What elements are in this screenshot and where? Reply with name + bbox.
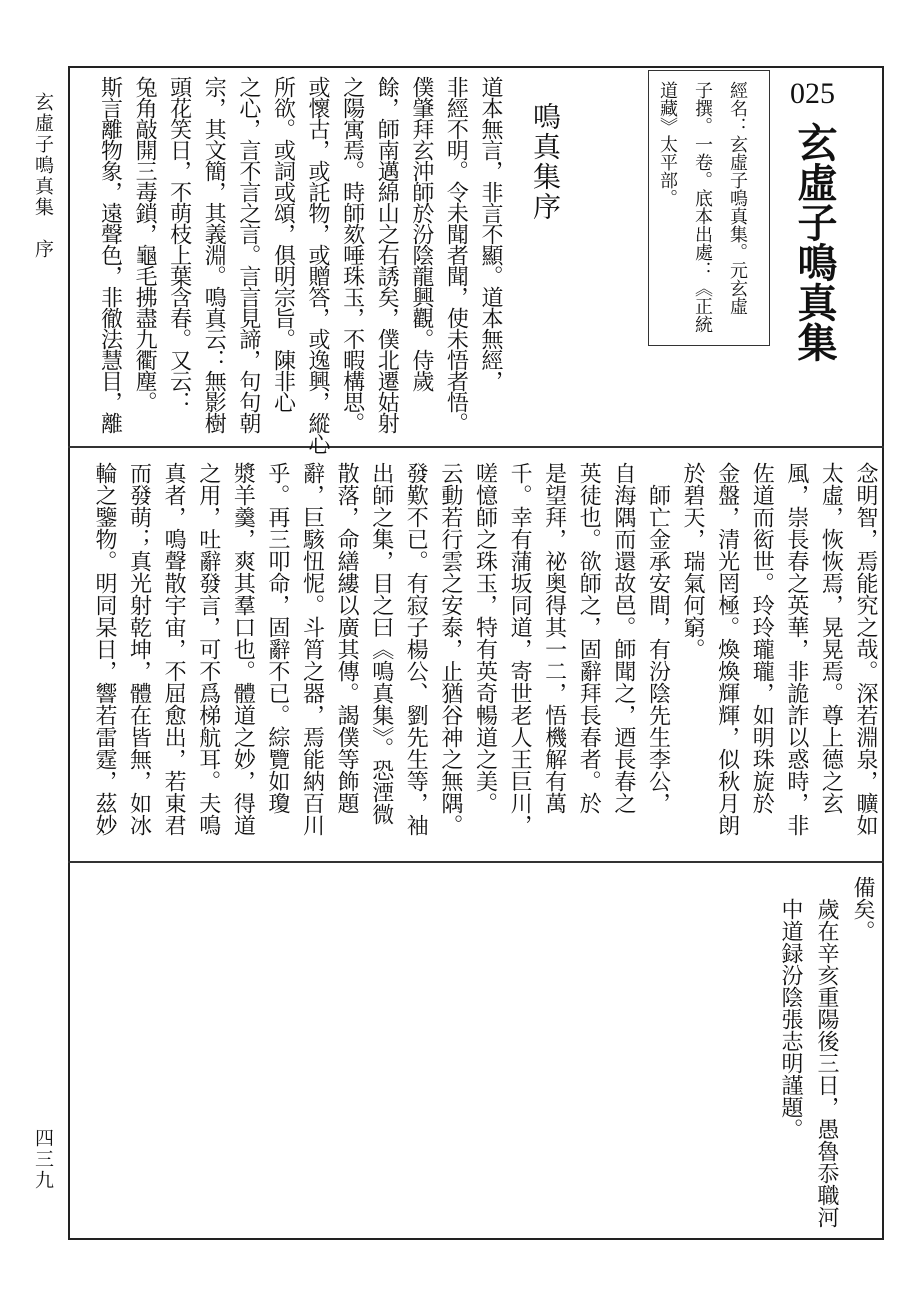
preface-signature: [772, 876, 880, 1228]
text-column: 而發萌；真光射乾坤，體在皆無，如冰: [126, 462, 152, 836]
catalog-line: 道藏》太平部。: [657, 81, 678, 207]
text-column: 自海隅而還故邑。師聞之，迺長春之: [610, 462, 636, 814]
text-column: 風，崇長春之英華，非詭詐以惑時，非: [783, 462, 809, 836]
text-column: 或懷古，或託物，或贈答，或逸興，縱心: [305, 76, 331, 454]
text-number: 025: [790, 77, 835, 110]
text-column: 出師之集，目之曰《鳴真集》。恐湮微: [368, 462, 394, 825]
text-column: 餘，師南邁綿山之右誘矣，僕北遷姑射: [374, 76, 400, 433]
text-column: 云動若行雲之安泰，止猶谷神之無隅。: [437, 462, 463, 836]
preface-top-text: [92, 76, 507, 454]
text-column: 於碧天，瑞氣何窮。: [680, 462, 706, 660]
text-column: 佐道而衒世。玲玲瓏瓏，如明珠旋於: [749, 462, 775, 814]
running-title: 玄虛子鳴真集 序: [32, 92, 54, 260]
text-column: 道本無言，非言不顯。道本無經，: [478, 76, 503, 391]
preface-title: 鳴真集序: [529, 102, 562, 222]
signature-column: 歲在辛亥重陽後三日，愚魯忝職河: [814, 876, 839, 1228]
text-column: 宗，其文簡，其義淵。鳴真云：無影樹: [201, 76, 227, 433]
catalog-lines: [650, 81, 755, 333]
text-column: 辭，巨駭忸怩。斗筲之器，焉能納百川: [299, 462, 325, 836]
signature-column: 中道録汾陰張志明謹題。: [778, 876, 803, 1140]
text-column: 頭花笑日，不萌枝上葉含春。又云：: [166, 76, 192, 412]
text-column: 念明智，焉能究之哉。深若淵泉，曠如: [853, 462, 878, 836]
text-column: 非經不明。令未聞者聞，使未悟者悟。: [443, 76, 469, 433]
divider-bottom: [68, 861, 884, 863]
text-column: 太虛，恢恢焉，晃晃焉。尊上德之玄: [818, 462, 844, 814]
text-column: 僕肇拜玄沖師於汾陰龍興觀。侍歲: [408, 76, 434, 391]
text-column: 嗟憶師之珠玉，特有英奇暢道之美。: [472, 462, 498, 814]
text-column: 兔角敲開三毒鎖，龜毛拂盡九衢塵。: [132, 76, 158, 412]
text-column: 乎。再三叩命，固辭不已。綜覽如瓊: [264, 462, 290, 814]
page-number: 四三九: [32, 1128, 54, 1191]
text-column: 輪之鑒物。明同杲日，響若雷霆，茲妙: [91, 462, 117, 836]
text-column: 師亡金承安間，有汾陰先生李公，: [645, 462, 671, 814]
catalog-box: [648, 70, 770, 346]
catalog-line: 經名：玄虛子鳴真集。元玄虛: [727, 81, 748, 315]
text-column: 散落，命繕縷以廣其傳。謁僕等飾題: [334, 462, 360, 814]
text-column: 英徒也。欲師之，固辭拜長春者。於: [576, 462, 602, 814]
text-column: 真者，鳴聲散宇宙，不屈愈出，若東君: [161, 462, 187, 836]
text-column: 金盤，清光罔極。煥煥輝輝，似秋月朗: [714, 462, 740, 836]
text-title: 玄虛子鳴真集: [791, 122, 838, 362]
text-column: 發歎不已。有寂子楊公、劉先生等，袖: [403, 462, 429, 836]
text-column: 是望拜，祕奥得其一二，悟機解有萬: [541, 462, 567, 814]
text-column: 之心，言不言之言。言言見諦，句句朝: [235, 76, 261, 433]
text-column: 斯言離物象，遠聲色，非徹法慧目，離: [97, 76, 123, 433]
text-column: 所欲。或詞或頌，俱明宗旨。陳非心: [270, 76, 296, 412]
text-column: 之用，吐辭發言，可不爲梯航耳。夫鳴: [195, 462, 221, 836]
catalog-line: 子撰。一卷。底本出處：《正統: [692, 81, 713, 333]
text-column: 千。幸有蒲坂同道，寄世老人王巨川，: [507, 462, 533, 836]
text-column: 漿羊羹，爽其羣口也。體道之妙，得道: [230, 462, 256, 836]
text-column: 之陽寓焉。時師欬唾珠玉，不暇構思。: [339, 76, 365, 433]
signature-column: 備矣。: [850, 876, 875, 942]
preface-bottom-text: [86, 462, 882, 836]
